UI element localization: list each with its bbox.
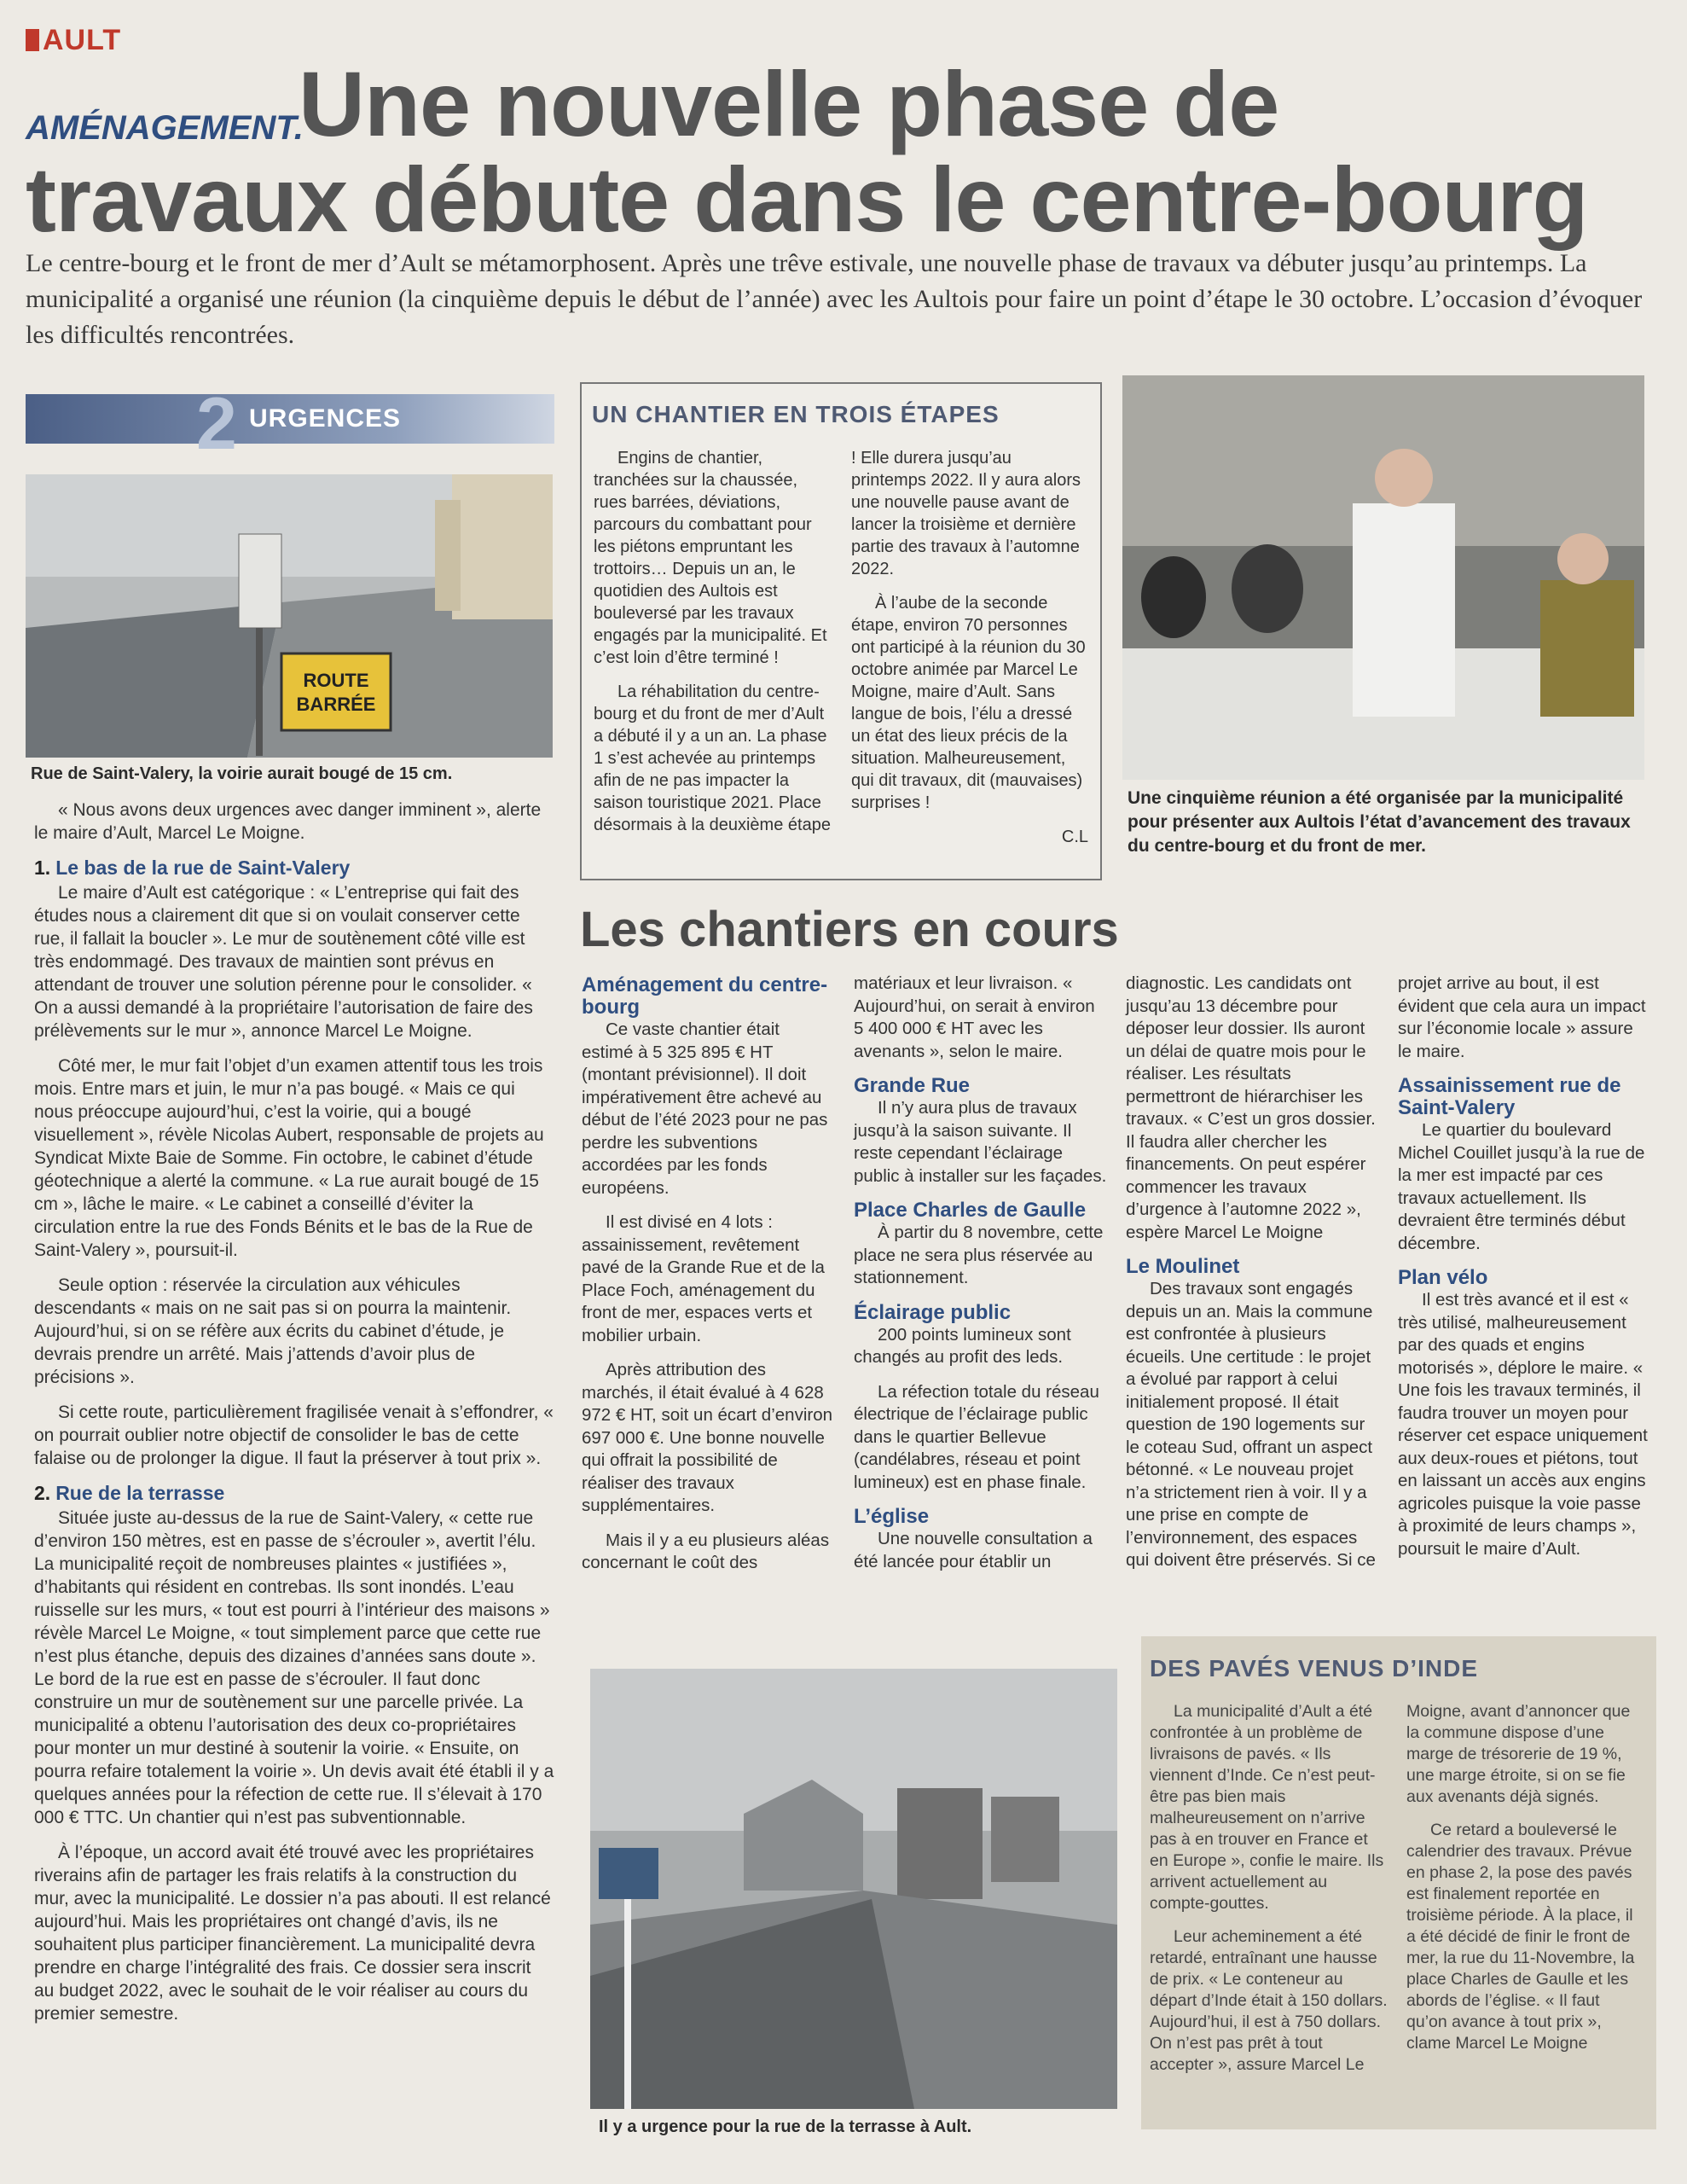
box-trois-p2: La réhabilitation du centre-bourg et du front de mer d’Ault a débuté il y a un an. La phase 1 s’est achevée au printemps afin de ne pas impacter la saison touristique 2021. Place désormais à la deuxième étape ! Elle durera jusqu’au printemps 2022. Il y aura alors une nouvelle pause avant de lancer la troisième et dernière partie des travaux à l’automne 2022. [594, 449, 1081, 834]
urgence-1-p1: Le maire d’Ault est catégorique : « L’entreprise qui fait des études nous a clairement dit que si on voulait conserver cette rue, il fallait la boucler ». Le mur de soutènement côté ville est très endommagé. Des travaux de maintien sont prévus en attendant de trouver une solution pérenne pour le consolider. « On a aussi demandé à la propriétaire l’autorisation de faire des prélèvements sur le mur », annonce Marcel Le Moigne. [34, 883, 533, 1041]
urgence-1-p3: Seule option : réservée la circulation aux véhicules descendants « mais on ne sait pas si on pourra la maintenir. Aujourd’hui, si on se réfère aux écrits du cabinet d’étude, je devrais prendre un arrêté. Mais j’attends d’avoir plus de précisions ». [34, 1275, 512, 1387]
urgence-2-title: Rue de la terrasse [55, 1482, 225, 1504]
photo-caption-terrasse: Il y a urgence pour la rue de la terrasse à Ault. [599, 2117, 972, 2136]
chantier-amenagement-p3: Après attribution des marchés, il était évalué à 4 628 972 € HT, soit un écart d’environ 697 000 €. Une bonne nouvelle qui offrait la possibilité de réaliser des travaux supplémentaires. [582, 1360, 832, 1515]
photo-rue-terrasse [590, 1669, 1117, 2109]
chantier-assainissement-title: Assainissement rue de Saint-Valery [1398, 1074, 1621, 1119]
chantier-assainissement-p: Le quartier du boulevard Michel Couillet jusqu’à la rue de la mer est impacté par ces travaux actuellement. Ils devraient être terminés début décembre. [1398, 1120, 1645, 1253]
chantiers-columns [582, 973, 1651, 1587]
chantier-amenagement-p4: Mais il y a eu plusieurs aléas concernant le coût des matériaux et leur livraison. « Aujourd’hui, on serait à environ 5 400 000 € HT avec les avenants », selon le maire. [582, 973, 1095, 1572]
urgences-number: 2 [196, 383, 237, 465]
urgence-2-number: 2. [34, 1482, 51, 1504]
box-paves-title: DES PAVÉS VENUS D’INDE [1150, 1655, 1479, 1682]
urgence-1-heading [34, 857, 554, 880]
box-paves [1141, 1636, 1656, 2129]
road-sign-text: ROUTE BARRÉE [296, 670, 376, 715]
box-trois-etapes-title: UN CHANTIER EN TROIS ÉTAPES [592, 401, 1000, 427]
chantier-amenagement-p1: Ce vaste chantier était estimé à 5 325 895 € HT (montant prévisionnel). Il doit impérativement être achevé au début de l’été 2023 pour ne pas perdre les subventions accordées par les fonds européens. [582, 1019, 828, 1198]
chantier-grande-rue-p: Il n’y aura plus de travaux jusqu’à la saison suivante. Il reste cependant l’éclairage public à installer sur les façades. [854, 1098, 1107, 1186]
chantier-amenagement-p2: Il est divisé en 4 lots : assainissement, revêtement pavé de la Grande Rue et de la Place Foch, aménagement du front de mer, espaces verts et mobilier urbain. [582, 1212, 825, 1345]
chantier-moulinet-p: Des travaux sont engagés depuis un an. Mais la commune est confrontée à plusieurs écueils. Une certitude : le projet a évolué par rapport à celui initialement proposé. Il était question de 190 logements sur le coteau Sud, offrant un aspect bétonné. « Le nouveau projet n’a strictement rien à voir. Il y a une prise en compte de l’environnement, des espaces qui doivent être préservés. Si ce projet arrive au bout, il est évident que cela aura un impact sur l’économie locale » assure le maire. [1126, 973, 1646, 1570]
chantier-moulinet-title: Le Moulinet [1126, 1255, 1240, 1278]
urgences-banner [26, 383, 554, 465]
chantier-eclairage-p1: 200 points lumineux sont changés au profit des leds. [854, 1324, 1071, 1367]
urgence-1-p4: Si cette route, particulièrement fragilisée venait à s’effondrer, « on pourrait oublier notre objectif de consolider le bas de cette falaise ou de prolonger la digue. Il faut la préserver à tout prix ». [34, 1403, 554, 1468]
box-trois-p1: Engins de chantier, tranchées sur la chaussée, rues barrées, déviations, parcours du combattant pour les piétons empruntant les trottoirs… Depuis un an, le quotidien des Aultois est bouleversé par les travaux engagés par la municipalité. Et c’est loin d’être terminé ! [594, 449, 827, 667]
box-trois-etapes [580, 382, 1102, 880]
section-square-icon [26, 29, 39, 51]
kicker: AMÉNAGEMENT. [26, 109, 304, 147]
terrasse-photo-illustration [590, 1669, 1117, 2109]
chantier-eclairage-title: Éclairage public [854, 1300, 1012, 1324]
chantier-place-p: À partir du 8 novembre, cette place ne sera plus réservée au stationnement. [854, 1223, 1104, 1287]
photo-rue-saint-valery [26, 474, 553, 758]
chantier-grande-rue-title: Grande Rue [854, 1074, 971, 1097]
box-paves-p1: La municipalité d’Ault a été confrontée à un problème de livraisons de pavés. « Ils viennent d’Inde. Ce n’est peut-être pas bien mais malheureusement on n’arrive pas à en trouver en France et en Europe », confie le maire. Ils arrivent actuellement au compte-gouttes. [1150, 1702, 1384, 1913]
chantier-eglise-p: Une nouvelle consultation a été lancée pour établir un diagnostic. Les candidats ont jusqu’au 13 décembre pour déposer leur dossier. Ils auront un délai de quatre mois pour le réaliser. Les résultats permettront de hiérarchiser les travaux. « C’est un gros dossier. Il faudra aller chercher les financements. On peut espérer commencer les travaux d’urgence à l’automne 2022 », espère Marcel Le Moigne [854, 973, 1376, 1571]
headline-line2: travaux débute dans le centre-bourg [26, 148, 1588, 251]
urgences-intro: « Nous avons deux urgences avec danger imminent », alerte le maire d’Ault, Marcel Le Moigne. [34, 800, 542, 843]
box-paves-text [1150, 1701, 1644, 2076]
chantier-place-title: Place Charles de Gaulle [854, 1199, 1087, 1222]
urgences-body [34, 799, 554, 2037]
chantier-velo-p: Il est très avancé et il est « très utilisé, malheureusement par des quads et engins motorisés », déplore le maire. « Une fois les travaux terminés, il faudra trouver un moyen pour réserver cet espace uniquement aux deux-roues et piétons, tout en laissant un accès aux engins agricoles puisque la voie passe à proximité de leurs champs », poursuit le maire d’Ault. [1398, 1290, 1648, 1559]
urgence-1-number: 1. [34, 857, 51, 879]
photo-caption-reunion: Une cinquième réunion a été organisée par la municipalité pour présenter aux Aultois l’état d’avancement des travaux du centre-bourg et du front de mer. [1128, 788, 1631, 856]
photo-caption-saint-valery: Rue de Saint-Valery, la voirie aurait bougé de 15 cm. [31, 764, 453, 783]
chantiers-title: Les chantiers en cours [580, 902, 1119, 957]
chantier-eglise-title: L’église [854, 1505, 930, 1528]
meeting-photo-illustration [1122, 375, 1644, 780]
chantier-velo-title: Plan vélo [1398, 1266, 1488, 1289]
headline-line1: Une nouvelle phase de [299, 52, 1279, 155]
headline [26, 52, 1646, 251]
photo-reunion [1122, 375, 1644, 780]
urgence-1-p2: Côté mer, le mur fait l’objet d’un examen attentif tous les trois mois. Entre mars et juin, le mur n’a pas bougé. « Mais ce qui nous préoccupe aujourd’hui, c’est la voirie, qui a bougé visuellement », révèle Nicolas Aubert, responsable de projets au Syndicat Mixte Baie de Somme. Fin octobre, le cabinet d’étude géotechnique a alerté la commune. « La rue aurait bougé de 15 cm », lâche le maire. « Le cabinet a conseillé d’éviter la circulation entre la rue des Fonds Bénits et le bas de la Rue de Saint-Valery », poursuit-il. [34, 1056, 544, 1260]
box-trois-etapes-text [594, 447, 1088, 848]
section-tag [26, 24, 121, 57]
chantier-amenagement-title: Aménagement du centre-bourg [582, 973, 828, 1019]
box-trois-p3: À l’aube de la seconde étape, environ 70 personnes ont participé à la réunion du 30 octobre animée par Marcel Le Moigne, maire d’Ault. Sans langue de bois, l’élu a dressé un état des lieux précis de la situation. Malheureusement, qui dit travaux, dit (mauvaises) surprises ! [851, 594, 1086, 812]
box-paves-p3: Ce retard a bouleversé le calendrier des travaux. Prévue en phase 2, la pose des pavés est finalement reportée en troisième période. À la place, il a été décidé de finir le front de mer, la rue du 11-Novembre, la place Charles de Gaulle et les abords de l’église. « Il faut qu’on avance à tout prix », clame Marcel Le Moigne [1406, 1821, 1635, 2053]
urgence-1-title: Le bas de la rue de Saint-Valery [55, 857, 351, 879]
box-paves-p2: Leur acheminement a été retardé, entraînant une hausse de prix. « Le conteneur au départ d’Inde était à 150 dollars. Aujourd’hui, il est à 750 dollars. On n’est pas prêt à tout accepter », assure Marcel Le Moigne, avant d’annoncer que la commune dispose d’une marge de trésorerie de 19 %, une marge étroite, si on se fie aux avenants déjà signés. [1150, 1702, 1631, 2074]
chapo: Le centre-bourg et le front de mer d’Ault se métamorphosent. Après une trêve estivale, une nouvelle phase de travaux va débuter jusqu’au printemps. La municipalité a organisé une réunion (la cinquième depuis le début de l’année) avec les Aultois pour faire un point d’étape le 30 octobre. L’occasion d’évoquer les difficultés rencontrées. [26, 249, 1643, 349]
urgence-2-heading [34, 1482, 554, 1505]
section-tag-label: AULT [43, 24, 122, 56]
urgence-2-p2: À l’époque, un accord avait été trouvé avec les propriétaires riverains afin de partager les frais relatifs à la construction du mur, avec la municipalité. Le dossier n’a pas abouti. Il est relancé aujourd’hui. Mais les propriétaires ont changé d’avis, ils ne souhaitent plus participer financièrement. La municipalité devra prendre en charge l’intégralité des frais. Ce dossier sera inscrit au budget 2022, avec le souhait de le voir réaliser au cours du premier semestre. [34, 1843, 551, 2024]
chantier-eclairage-p2: La réfection totale du réseau électrique de l’éclairage public dans le quartier Bellevue (candélabres, réseau et point lumineux) est en phase finale. [854, 1381, 1099, 1492]
box-trois-signature: C.L [1061, 828, 1088, 846]
urgence-2-p1: Située juste au-dessus de la rue de Saint-Valery, « cette rue d’environ 150 mètres, est en passe de s’écrouler », avertit l’élu. La municipalité reçoit de nombreuses plaintes « justifiées », d’habitants qui résident en contrebas. Ils sont inondés. L’eau ruisselle sur les murs, « tout est pourri à l’intérieur des maisons » révèle Marcel Le Moigne, « tout simplement parce que cette rue n’est plus étanche, depuis des dizaines d’années sans doute ». Le bord de la rue est en passe de s’écrouler. Il faut donc construire un mur de soutènement sur une parcelle privée. La municipalité a obtenu l’autorisation des deux co-propriétaires pour monter un mur destiné à soutenir la voirie. « Ensuite, on pourra refaire totalement la voirie ». Un devis avait été établi il y a quelques années pour la réfection de cette rue. Il s’élevait à 170 000 € TTC. Un chantier qui n’est pas subventionnable. [34, 1508, 554, 1827]
urgences-label: URGENCES [249, 404, 402, 433]
